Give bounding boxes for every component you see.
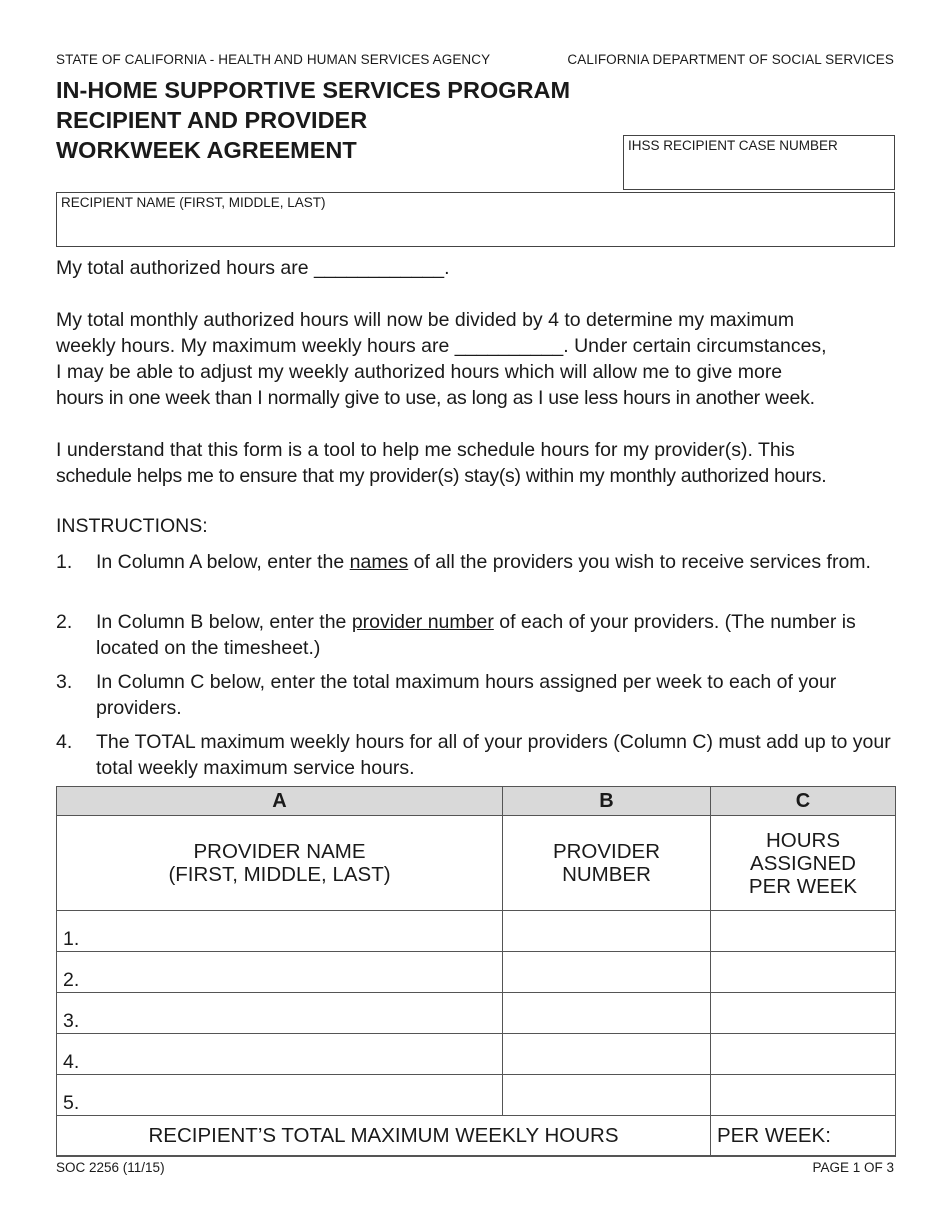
column-letter-b: B bbox=[503, 787, 711, 816]
table-row bbox=[57, 993, 896, 1034]
provider-name-header: PROVIDER NAME (FIRST, MIDDLE, LAST) bbox=[57, 816, 503, 911]
total-hours-label: RECIPIENT’S TOTAL MAXIMUM WEEKLY HOURS bbox=[57, 1116, 711, 1157]
table-bottom-rule bbox=[56, 1155, 895, 1156]
instruction-item bbox=[56, 669, 901, 721]
provider-number-cell[interactable] bbox=[503, 952, 711, 993]
provider-number-cell[interactable] bbox=[503, 911, 711, 952]
instruction-item bbox=[56, 729, 901, 781]
instructions-title: INSTRUCTIONS: bbox=[56, 515, 208, 537]
recipient-name-field[interactable] bbox=[56, 192, 895, 247]
provider-number-cell[interactable] bbox=[503, 1034, 711, 1075]
total-per-week-cell[interactable]: PER WEEK: bbox=[711, 1116, 896, 1157]
instruction-text: In Column C below, enter the total maximum hours assigned per week to each of your providers. bbox=[96, 671, 837, 719]
paragraph-line: schedule helps me to ensure that my provider(s) stay(s) within my monthly authorized hours. bbox=[56, 465, 827, 487]
department-name: CALIFORNIA DEPARTMENT OF SOCIAL SERVICES bbox=[567, 52, 894, 67]
agency-name: STATE OF CALIFORNIA - HEALTH AND HUMAN SERVICES AGENCY bbox=[56, 52, 491, 67]
table-row bbox=[57, 952, 896, 993]
instruction-item bbox=[56, 609, 901, 661]
instruction-text: In Column A below, enter the names of all the providers you wish to receive services from. bbox=[96, 551, 871, 573]
total-row bbox=[57, 1116, 896, 1157]
form-title-line: RECIPIENT AND PROVIDER bbox=[56, 107, 368, 133]
paragraph-line: My total monthly authorized hours will now be divided by 4 to determine my maximum bbox=[56, 309, 795, 331]
form-title-line: WORKWEEK AGREEMENT bbox=[56, 137, 357, 163]
instruction-text: In Column B below, enter the provider number of each of your providers. (The number is located on the timesheet.) bbox=[96, 611, 856, 659]
provider-table bbox=[56, 786, 896, 1157]
provider-number-header: PROVIDER NUMBER bbox=[503, 816, 711, 911]
hours-cell[interactable] bbox=[711, 1034, 896, 1075]
column-header-row bbox=[57, 816, 896, 911]
provider-number-cell[interactable] bbox=[503, 1075, 711, 1116]
instruction-number: 2. bbox=[56, 611, 73, 633]
page-number: PAGE 1 OF 3 bbox=[812, 1160, 894, 1175]
form-title bbox=[56, 75, 616, 165]
hours-cell[interactable] bbox=[711, 952, 896, 993]
weekly-hours-paragraph bbox=[56, 307, 901, 411]
column-letter-c: C bbox=[711, 787, 896, 816]
column-letter-a: A bbox=[57, 787, 503, 816]
table-row bbox=[57, 1034, 896, 1075]
provider-name-cell[interactable]: 1. bbox=[57, 911, 503, 952]
hours-per-week-header: HOURS ASSIGNED PER WEEK bbox=[711, 816, 896, 911]
provider-number-cell[interactable] bbox=[503, 993, 711, 1034]
recipient-name-label: RECIPIENT NAME (FIRST, MIDDLE, LAST) bbox=[61, 195, 326, 210]
case-number-field[interactable] bbox=[623, 135, 895, 190]
instruction-number: 4. bbox=[56, 731, 73, 753]
paragraph-line: I understand that this form is a tool to help me schedule hours for my provider(s). This bbox=[56, 439, 795, 461]
provider-name-cell[interactable]: 2. bbox=[57, 952, 503, 993]
instruction-item bbox=[56, 549, 901, 601]
instruction-text: The TOTAL maximum weekly hours for all of your providers (Column C) must add up to your total weekly maximum service hours. bbox=[96, 731, 891, 779]
hours-cell[interactable] bbox=[711, 1075, 896, 1116]
hours-cell[interactable] bbox=[711, 993, 896, 1034]
provider-name-cell[interactable]: 4. bbox=[57, 1034, 503, 1075]
table-row bbox=[57, 911, 896, 952]
paragraph-line: weekly hours. My maximum weekly hours are __________. Under certain circumstances, bbox=[56, 335, 827, 357]
hours-cell[interactable] bbox=[711, 911, 896, 952]
form-title-line: IN-HOME SUPPORTIVE SERVICES PROGRAM bbox=[56, 77, 571, 103]
column-letter-row bbox=[57, 787, 896, 816]
instruction-number: 3. bbox=[56, 671, 73, 693]
paragraph-line: I may be able to adjust my weekly authorized hours which will allow me to give more bbox=[56, 361, 783, 383]
case-number-label: IHSS RECIPIENT CASE NUMBER bbox=[628, 138, 838, 153]
instruction-number: 1. bbox=[56, 551, 73, 573]
understanding-paragraph bbox=[56, 437, 901, 489]
provider-name-cell[interactable]: 5. bbox=[57, 1075, 503, 1116]
paragraph-line: hours in one week than I normally give to use, as long as I use less hours in another week. bbox=[56, 387, 815, 409]
form-id: SOC 2256 (11/15) bbox=[56, 1160, 165, 1175]
provider-name-cell[interactable]: 3. bbox=[57, 993, 503, 1034]
table-row bbox=[57, 1075, 896, 1116]
authorized-hours-line: My total authorized hours are ____________. bbox=[56, 257, 450, 279]
